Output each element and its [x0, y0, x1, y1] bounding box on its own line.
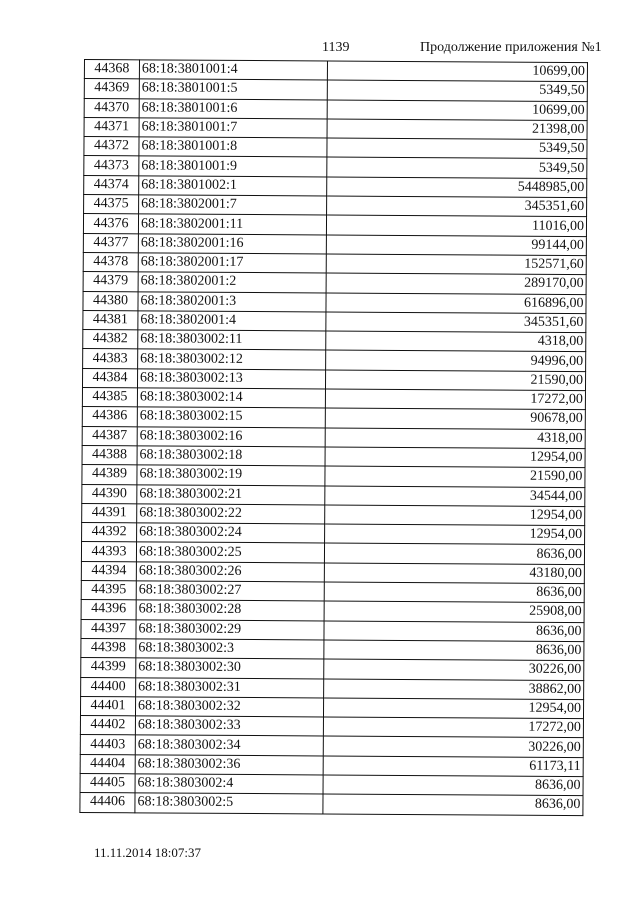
value-cell: 38862,00 — [324, 678, 584, 699]
cadastral-number-cell: 68:18:3803002:4 — [135, 774, 323, 794]
table-row — [80, 773, 583, 795]
cadastral-number-cell: 68:18:3803002:36 — [135, 755, 323, 775]
cadastral-number-cell: 68:18:3802001:7 — [139, 195, 327, 215]
value-cell: 12954,00 — [325, 505, 585, 526]
value-cell: 21590,00 — [325, 466, 585, 487]
register-table — [79, 59, 588, 816]
value-cell: 12954,00 — [323, 698, 583, 719]
cadastral-number-cell: 68:18:3803002:24 — [137, 523, 325, 543]
row-number-cell: 44406 — [80, 793, 135, 813]
table-row — [82, 426, 585, 448]
table-row — [81, 600, 584, 622]
row-number-cell: 44389 — [82, 465, 137, 485]
cadastral-number-cell: 68:18:3802001:11 — [138, 214, 326, 234]
value-cell: 8636,00 — [323, 794, 583, 815]
row-number-cell: 44384 — [82, 368, 137, 388]
value-cell: 17272,00 — [323, 717, 583, 738]
cadastral-number-cell: 68:18:3803002:12 — [138, 349, 326, 369]
value-cell: 5349,50 — [327, 138, 587, 159]
cadastral-number-cell: 68:18:3801001:7 — [139, 118, 327, 138]
register-table-body — [80, 60, 588, 816]
row-number-cell: 44382 — [83, 330, 138, 350]
value-cell: 8636,00 — [324, 582, 584, 603]
cadastral-number-cell: 68:18:3803002:29 — [136, 619, 324, 639]
cadastral-number-cell: 68:18:3803002:3 — [136, 639, 324, 659]
row-number-cell: 44402 — [80, 716, 135, 736]
value-cell: 8636,00 — [324, 543, 584, 564]
table-row — [80, 735, 583, 757]
cadastral-number-cell: 68:18:3803002:18 — [137, 446, 325, 466]
table-row — [81, 619, 584, 641]
row-number-cell: 44377 — [83, 233, 138, 253]
value-cell: 90678,00 — [325, 408, 585, 429]
table-row — [81, 561, 584, 583]
appendix-label: Продолжение приложения №1 — [420, 40, 602, 55]
value-cell: 61173,11 — [323, 756, 583, 777]
table-row — [83, 214, 586, 236]
table-row — [84, 195, 587, 217]
table-row — [81, 542, 584, 564]
cadastral-number-cell: 68:18:3803002:31 — [136, 677, 324, 697]
table-row — [83, 310, 586, 332]
row-number-cell: 44383 — [83, 349, 138, 369]
cadastral-number-cell: 68:18:3803002:26 — [136, 562, 324, 582]
row-number-cell: 44375 — [84, 195, 139, 215]
cadastral-number-cell: 68:18:3803002:34 — [135, 735, 323, 755]
table-row — [83, 330, 586, 352]
value-cell: 25908,00 — [324, 601, 584, 622]
row-number-cell: 44395 — [81, 581, 136, 601]
table-row — [83, 233, 586, 255]
cadastral-number-cell: 68:18:3803002:16 — [137, 426, 325, 446]
value-cell: 152571,60 — [326, 254, 586, 275]
cadastral-number-cell: 68:18:3803002:15 — [137, 407, 325, 427]
cadastral-number-cell: 68:18:3802001:16 — [138, 234, 326, 254]
table-row — [82, 407, 585, 429]
cadastral-number-cell: 68:18:3803002:13 — [137, 369, 325, 389]
row-number-cell: 44394 — [81, 561, 136, 581]
table-row — [83, 272, 586, 294]
value-cell: 345351,60 — [326, 312, 586, 333]
cadastral-number-cell: 68:18:3801002:1 — [139, 176, 327, 196]
table-row — [80, 696, 583, 718]
value-cell: 5448985,00 — [327, 177, 587, 198]
table-row — [84, 117, 587, 139]
row-number-cell: 44400 — [81, 677, 136, 697]
table-row — [80, 716, 583, 738]
cadastral-number-cell: 68:18:3802001:17 — [138, 253, 326, 273]
page-number: 1139 — [322, 40, 350, 55]
cadastral-number-cell: 68:18:3803002:30 — [136, 658, 324, 678]
value-cell: 12954,00 — [325, 524, 585, 545]
row-number-cell: 44369 — [84, 79, 139, 99]
cadastral-number-cell: 68:18:3802001:3 — [138, 291, 326, 311]
row-number-cell: 44397 — [81, 619, 136, 639]
value-cell: 94996,00 — [326, 350, 586, 371]
cadastral-number-cell: 68:18:3803002:19 — [137, 465, 325, 485]
row-number-cell: 44379 — [83, 272, 138, 292]
cadastral-number-cell: 68:18:3801001:9 — [139, 156, 327, 176]
cadastral-number-cell: 68:18:3802001:4 — [138, 311, 326, 331]
value-cell: 345351,60 — [327, 196, 587, 217]
table-row — [81, 638, 584, 660]
cadastral-number-cell: 68:18:3803002:5 — [135, 793, 323, 813]
table-row — [80, 754, 583, 776]
cadastral-number-cell: 68:18:3801001:5 — [139, 79, 327, 99]
table-row — [84, 137, 587, 159]
cadastral-number-cell: 68:18:3801001:6 — [139, 98, 327, 118]
row-number-cell: 44401 — [80, 696, 135, 716]
value-cell: 4318,00 — [326, 331, 586, 352]
value-cell: 30226,00 — [323, 736, 583, 757]
table-row — [81, 581, 584, 603]
row-number-cell: 44372 — [84, 137, 139, 157]
value-cell: 8636,00 — [324, 621, 584, 642]
value-cell: 10699,00 — [327, 61, 587, 82]
value-cell: 289170,00 — [326, 273, 586, 294]
table-row — [84, 156, 587, 178]
row-number-cell: 44396 — [81, 600, 136, 620]
row-number-cell: 44398 — [81, 638, 136, 658]
cadastral-number-cell: 68:18:3803002:27 — [136, 581, 324, 601]
value-cell: 34544,00 — [325, 486, 585, 507]
table-row — [82, 465, 585, 487]
row-number-cell: 44399 — [81, 658, 136, 678]
value-cell: 5349,50 — [327, 157, 587, 178]
table-row — [84, 98, 587, 120]
table-row — [80, 793, 583, 815]
row-number-cell: 44388 — [82, 445, 137, 465]
cadastral-number-cell: 68:18:3803002:28 — [136, 600, 324, 620]
value-cell: 5349,50 — [327, 80, 587, 101]
cadastral-number-cell: 68:18:3803002:11 — [138, 330, 326, 350]
table-row — [82, 368, 585, 390]
row-number-cell: 44386 — [82, 407, 137, 427]
row-number-cell: 44380 — [83, 291, 138, 311]
value-cell: 21398,00 — [327, 119, 587, 140]
value-cell: 12954,00 — [325, 447, 585, 468]
row-number-cell: 44403 — [80, 735, 135, 755]
row-number-cell: 44373 — [84, 156, 139, 176]
row-number-cell: 44387 — [82, 426, 137, 446]
row-number-cell: 44381 — [83, 310, 138, 330]
table-row — [81, 677, 584, 699]
table-row — [84, 175, 587, 197]
value-cell: 99144,00 — [326, 235, 586, 256]
cadastral-number-cell: 68:18:3801001:4 — [139, 60, 327, 80]
row-number-cell: 44368 — [84, 60, 139, 80]
table-row — [83, 252, 586, 274]
cadastral-number-cell: 68:18:3803002:33 — [135, 716, 323, 736]
row-number-cell: 44376 — [83, 214, 138, 234]
table-row — [82, 484, 585, 506]
value-cell: 21590,00 — [325, 370, 585, 391]
row-number-cell: 44385 — [82, 388, 137, 408]
row-number-cell: 44370 — [84, 98, 139, 118]
row-number-cell: 44405 — [80, 773, 135, 793]
cadastral-number-cell: 68:18:3803002:22 — [137, 504, 325, 524]
row-number-cell: 44392 — [82, 523, 137, 543]
cadastral-number-cell: 68:18:3803002:25 — [136, 542, 324, 562]
table-row — [82, 445, 585, 467]
row-number-cell: 44391 — [82, 503, 137, 523]
row-number-cell: 44390 — [82, 484, 137, 504]
table-row — [82, 388, 585, 410]
table-row — [81, 658, 584, 680]
cadastral-number-cell: 68:18:3802001:2 — [138, 272, 326, 292]
value-cell: 11016,00 — [326, 215, 586, 236]
value-cell: 8636,00 — [324, 640, 584, 661]
value-cell: 4318,00 — [325, 428, 585, 449]
row-number-cell: 44378 — [83, 252, 138, 272]
print-timestamp: 11.11.2014 18:07:37 — [94, 845, 202, 860]
value-cell: 8636,00 — [323, 775, 583, 796]
table-row — [83, 349, 586, 371]
cadastral-number-cell: 68:18:3803002:21 — [137, 484, 325, 504]
value-cell: 17272,00 — [325, 389, 585, 410]
row-number-cell: 44404 — [80, 754, 135, 774]
value-cell: 30226,00 — [324, 659, 584, 680]
table-row — [84, 79, 587, 101]
row-number-cell: 44371 — [84, 117, 139, 137]
cadastral-number-cell: 68:18:3803002:14 — [137, 388, 325, 408]
table-row — [84, 60, 587, 82]
table-row — [82, 503, 585, 525]
cadastral-number-cell: 68:18:3803002:32 — [135, 697, 323, 717]
value-cell: 10699,00 — [327, 100, 587, 121]
row-number-cell: 44374 — [84, 175, 139, 195]
row-number-cell: 44393 — [81, 542, 136, 562]
table-row — [83, 291, 586, 313]
value-cell: 616896,00 — [326, 293, 586, 314]
value-cell: 43180,00 — [324, 563, 584, 584]
table-row — [82, 523, 585, 545]
cadastral-number-cell: 68:18:3801001:8 — [139, 137, 327, 157]
